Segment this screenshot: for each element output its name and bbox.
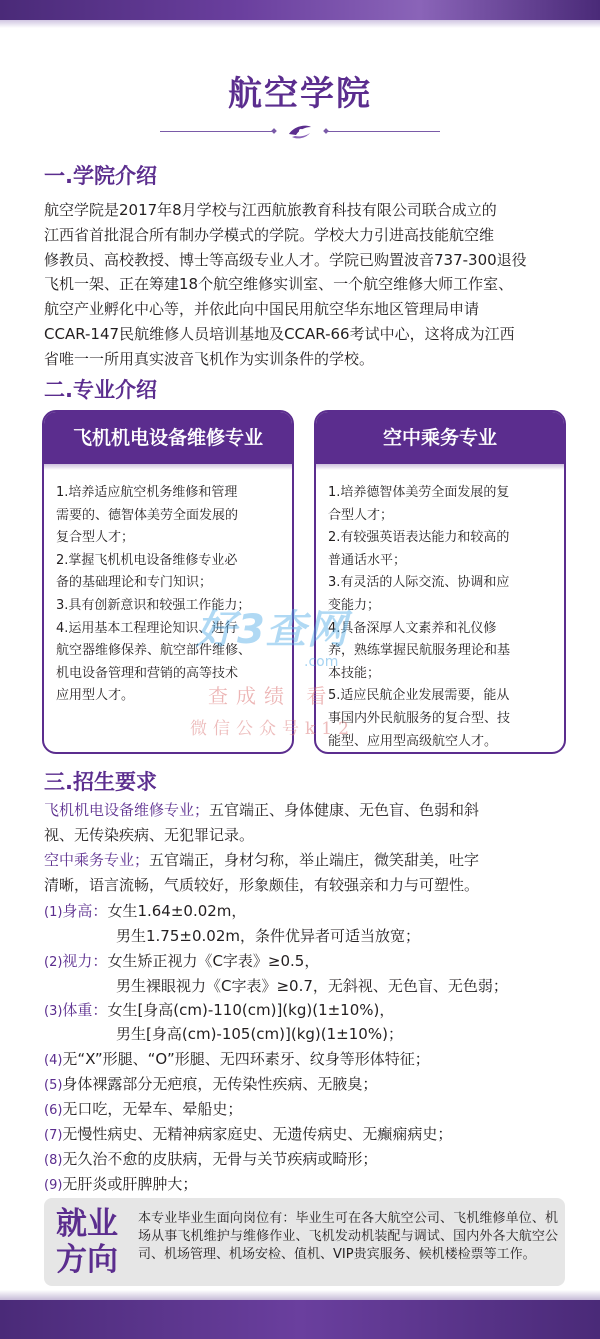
list-item: 机电设备管理和营销的高等技术 — [56, 665, 239, 681]
list-item: 养，熟练掌握民航服务理论和基 — [328, 643, 511, 659]
job-direction-label: 就业 方向 — [56, 1206, 118, 1278]
requirement-item: (6)无口吃，无晕车、晕船史； — [44, 1100, 243, 1118]
list-item: 2.掌握飞机机电设备维修专业必 — [56, 552, 238, 568]
bottom-decor-band — [0, 1300, 600, 1339]
major2-text: 五官端正，身材匀称，举止端庄，微笑甜美，吐字 — [149, 851, 480, 869]
top-decor-band — [0, 0, 600, 20]
major-card-list — [56, 482, 284, 708]
list-item: 3.有灵活的人际交流、协调和应 — [328, 575, 510, 591]
requirement-item: (5)身体裸露部分无疤痕，无传染性疾病、无腋臭； — [44, 1075, 378, 1093]
list-item: 3.具有创新意识和较强工作能力； — [56, 597, 251, 613]
major1-name: 飞机机电设备维修专业； — [44, 801, 210, 819]
list-item: 4.运用基本工程理论知识、进行 — [56, 620, 238, 636]
requirement-item: (1)身高：女生1.64±0.02m， — [44, 902, 247, 920]
major1-text: 五官端正、身体健康、无色盲、色弱和斜 — [209, 801, 480, 819]
requirement-item: (2)视力：女生矫正视力《C字表》≥0.5， — [44, 952, 320, 970]
major-card-flight-attendant — [314, 410, 566, 754]
list-item: 能型、应用型高级航空人才。 — [328, 733, 498, 749]
list-item: 4.具备深厚人文素养和礼仪修 — [328, 620, 497, 636]
divider-line-left — [160, 131, 272, 132]
section-heading-requirements: 三.招生要求 — [44, 770, 157, 794]
watermark-domain: .com — [304, 654, 339, 670]
divider-dot-left — [271, 128, 277, 134]
intro-line: 江西省首批混合所有制办学模式的学院。学校大力引进高技能航空维 — [44, 225, 495, 244]
requirement-major1 — [44, 798, 574, 847]
requirement-item: 男生1.75±0.02m，条件优异者可适当放宽； — [116, 927, 420, 945]
title-divider — [160, 122, 440, 142]
page-title: 航空学院 — [228, 74, 372, 114]
major-card-list — [328, 482, 556, 753]
intro-line: 飞机一架、正在筹建18个航空维修实训室、一个航空维修大师工作室、 — [44, 275, 514, 294]
requirement-major2 — [44, 848, 574, 897]
intro-line: 省唯一一所用真实波音飞机作为实训条件的学校。 — [44, 349, 375, 368]
requirement-item: (8)无久治不愈的皮肤病，无骨与关节疾病或畸形； — [44, 1150, 378, 1168]
list-item: 事国内外民航服务的复合型、技 — [328, 710, 511, 726]
watermark-line2: 微信公众号k12 — [190, 719, 355, 739]
aviation-wing-icon — [286, 122, 314, 142]
list-item: 5.适应民航企业发展需要，能从 — [328, 688, 510, 704]
divider-line-right — [328, 131, 440, 132]
requirement-item: 男生裸眼视力《C字表》≥0.7，无斜视、无色盲、无色弱； — [116, 977, 508, 995]
list-item: 航空器维修保养、航空部件维修、 — [56, 643, 252, 659]
major-card-title: 空中乘务专业 — [316, 412, 564, 464]
watermark-line1: 查成绩 看 — [208, 684, 335, 708]
list-item: 合型人才； — [328, 507, 394, 523]
list-item: 2.有较强英语表达能力和较高的 — [328, 530, 510, 546]
list-item: 本技能； — [328, 665, 381, 681]
list-item: 需要的、德智体美劳全面发展的 — [56, 507, 239, 523]
list-item: 备的基础理论和专门知识； — [56, 575, 213, 591]
list-item: 1.培养适应航空机务维修和管理 — [56, 485, 238, 500]
major-card-title: 飞机机电设备维修专业 — [44, 412, 292, 464]
major2-name: 空中乘务专业； — [44, 851, 150, 869]
major-card-aircraft-maintenance — [42, 410, 294, 754]
intro-line: 航空学院是2017年8月学校与江西航旅教育科技有限公司联合成立的 — [44, 201, 497, 219]
requirement-item: (9)无肝炎或肝脾肿大； — [44, 1175, 198, 1193]
requirement-item: (4)无“X”形腿、“O”形腿、无四环素牙、纹身等形体特征； — [44, 1050, 430, 1068]
list-item: 普通话水平； — [328, 552, 407, 568]
intro-line: 修教员、高校教授、博士等高级专业人才。学院已购置波音737-300退役 — [44, 250, 527, 269]
major2-text-cont: 清晰，语言流畅，气质较好，形象颇佳，有较强亲和力与可塑性。 — [44, 875, 480, 894]
job-direction-text: 本专业毕业生面向岗位有：毕业生可在各大航空公司、飞机维修单位、机场从事飞机维护与维修作业、飞机发动机装配与调试、国内外各大航空公司、机场管理、机场安检、值机、VIP贵宾服务、候机楼检票等工作。 — [138, 1211, 558, 1263]
requirement-item: (7)无慢性病史、无精神病家庭史、无遗传病史、无癫痫病史； — [44, 1125, 453, 1143]
requirement-item: (3)体重：女生[身高(cm)-110(cm)](kg)(1±10%)， — [44, 1001, 395, 1019]
intro-paragraph — [44, 198, 570, 372]
list-item: 应用型人才。 — [56, 688, 135, 704]
list-item: 变能力； — [328, 597, 381, 613]
intro-line: CCAR-147民航维修人员培训基地及CCAR-66考试中心，这将成为江西 — [44, 324, 515, 343]
watermark-brand: 好3查网 — [196, 607, 348, 653]
major1-text-cont: 视、无传染疾病、无犯罪记录。 — [44, 825, 255, 844]
list-item: 1.培养德智体美劳全面发展的复 — [328, 485, 510, 500]
section-heading-majors: 二.专业介绍 — [44, 378, 157, 402]
requirement-item: 男生[身高(cm)-105(cm)](kg)(1±10%)； — [116, 1025, 403, 1043]
intro-line: 航空产业孵化中心等，并依此向中国民用航空华东地区管理局申请 — [44, 300, 480, 319]
section-heading-intro: 一.学院介绍 — [44, 164, 157, 188]
list-item: 复合型人才； — [56, 530, 135, 546]
